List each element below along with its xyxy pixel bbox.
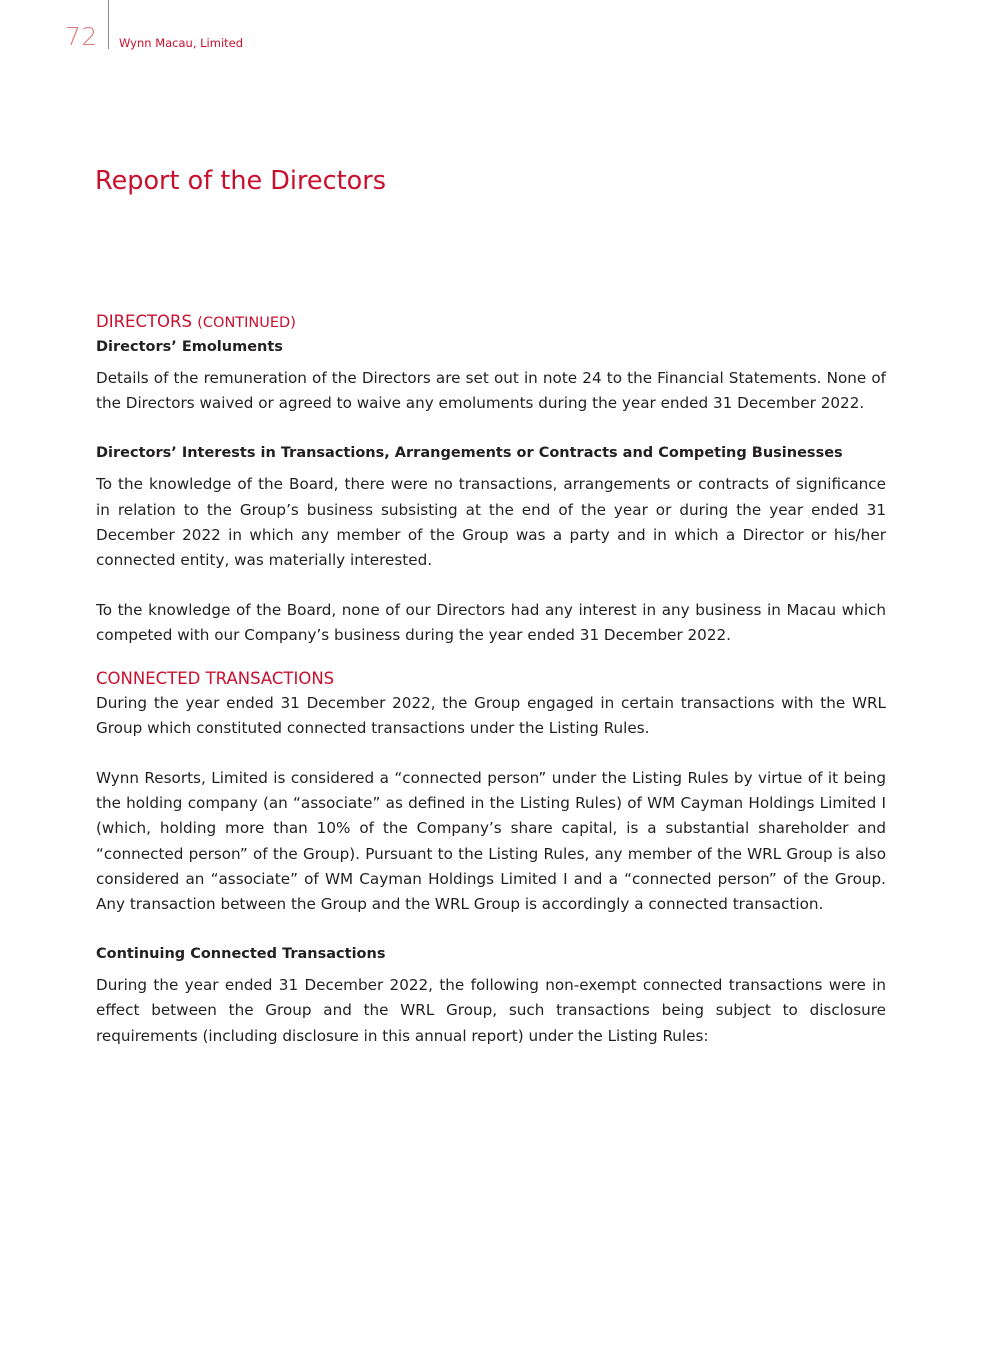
paragraph-interests-2: To the knowledge of the Board, none of our Directors had any interest in any business in Macau which competed with our Company’s business during the year ended 31 December 2022. [96,601,886,645]
section-heading-directors-label: DIRECTORS [96,312,192,331]
subheading-continuing-connected: Continuing Connected Transactions [96,946,386,963]
page-number: 72 [65,22,98,51]
subheading-directors-interests: Directors’ Interests in Transactions, Arrangements or Contracts and Competing Businesses [96,445,843,462]
page-title: Report of the Directors [95,166,386,196]
subheading-directors-emoluments: Directors’ Emoluments [96,339,283,355]
paragraph-interests-1: To the knowledge of the Board, there were no transactions, arrangements or contracts of significance in relation to the Group’s business subsisting at the end of the year or during the year ended 31 December 2022 in which any member of the Group was a party and in which a Director or his/her connected entity, was materially interested. [96,475,886,570]
paragraph-continuing: During the year ended 31 December 2022, the following non-exempt connected transactions were in effect between the Group and the WRL Group, such transactions being subject to disclosure requirements (including disclosure in this annual report) under the Listing Rules: [96,976,886,1045]
section-heading-continued: (CONTINUED) [197,315,296,331]
section-heading-directors [96,310,886,335]
paragraph-connected-2: Wynn Resorts, Limited is considered a “connected person” under the Listing Rules by virtue of it being the holding company (an “associate” as defined in the Listing Rules) of WM Cayman Holdings Limited I (which, holding more than 10% of the Company’s share capital, is a substantial shareholder and “connected person” of the Group). Pursuant to the Listing Rules, any member of the WRL Group is also considered an “associate” of WM Cayman Holdings Limited I and a “connected person” of the Group. Any transaction between the Group and the WRL Group is accordingly a connected transaction. [96,769,886,914]
section-heading-connected-transactions: CONNECTED TRANSACTIONS [96,668,335,688]
paragraph-connected-1: During the year ended 31 December 2022, the Group engaged in certain transactions with the WRL Group which constituted connected transactions under the Listing Rules. [96,693,886,737]
company-name: Wynn Macau, Limited [119,36,244,50]
paragraph-emoluments: Details of the remuneration of the Directors are set out in note 24 to the Financial Statements. None of the Directors waived or agreed to waive any emoluments during the year ended 31 December 2022. [96,369,886,413]
header-divider [108,0,109,49]
report-body [96,310,886,1049]
